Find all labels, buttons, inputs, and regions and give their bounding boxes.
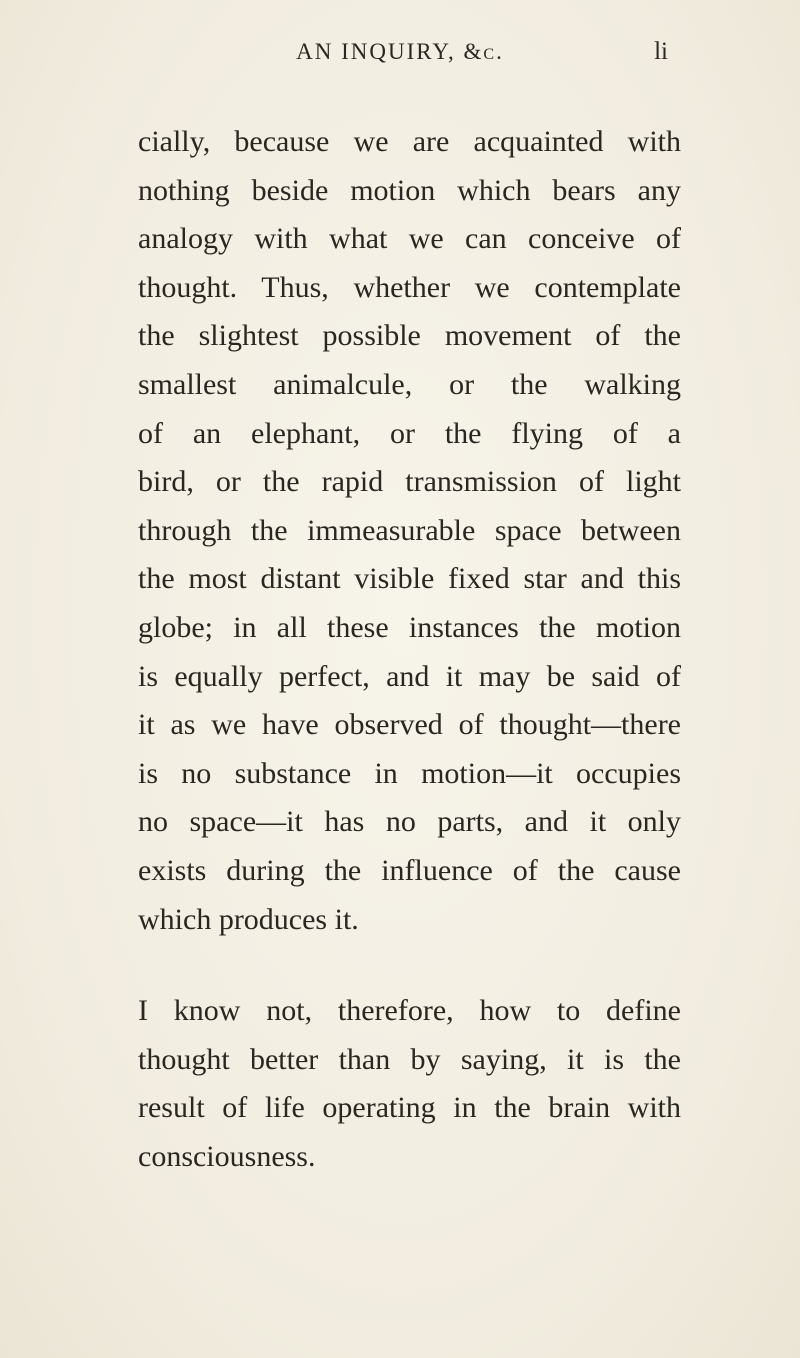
text-line: exists during the influence of the cause [138,853,681,887]
text-line: is no substance in motion—it occupies [138,756,681,790]
text-line: consciousness. [138,1139,316,1173]
text-line: analogy with what we can conceive of [138,222,681,256]
text-line: the most distant visible fixed star and this [138,562,681,596]
text-line: the slightest possible movement of the [138,319,681,353]
text-line: result of life operating in the brain with [138,1091,681,1125]
paragraph-1 [138,118,681,944]
body-text [138,118,681,1181]
running-head [0,32,800,72]
text-line: thought better than by saying, it is the [138,1042,681,1076]
text-line: thought. Thus, whether we contemplate [138,270,681,304]
text-line: which produces it. [138,902,359,936]
page-number: li [654,38,668,65]
running-title: AN INQUIRY, &c. [296,39,504,64]
text-line: of an elephant, or the flying of a [138,416,681,450]
text-line: through the immeasurable space between [138,513,681,547]
text-line: is equally perfect, and it may be said of [138,659,681,693]
text-line: I know not, therefore, how to define [138,994,681,1028]
text-line: nothing beside motion which bears any [138,173,681,207]
paragraph-2 [138,987,681,1181]
text-line: it as we have observed of thought—there [138,708,681,742]
text-line: cially, because we are acquainted with [138,125,681,158]
text-line: no space—it has no parts, and it only [138,805,681,839]
text-line: smallest animalcule, or the walking [138,367,681,401]
paragraph-break [138,944,681,987]
text-line: bird, or the rapid transmission of light [138,465,681,499]
text-line: globe; in all these instances the motion [138,610,681,644]
